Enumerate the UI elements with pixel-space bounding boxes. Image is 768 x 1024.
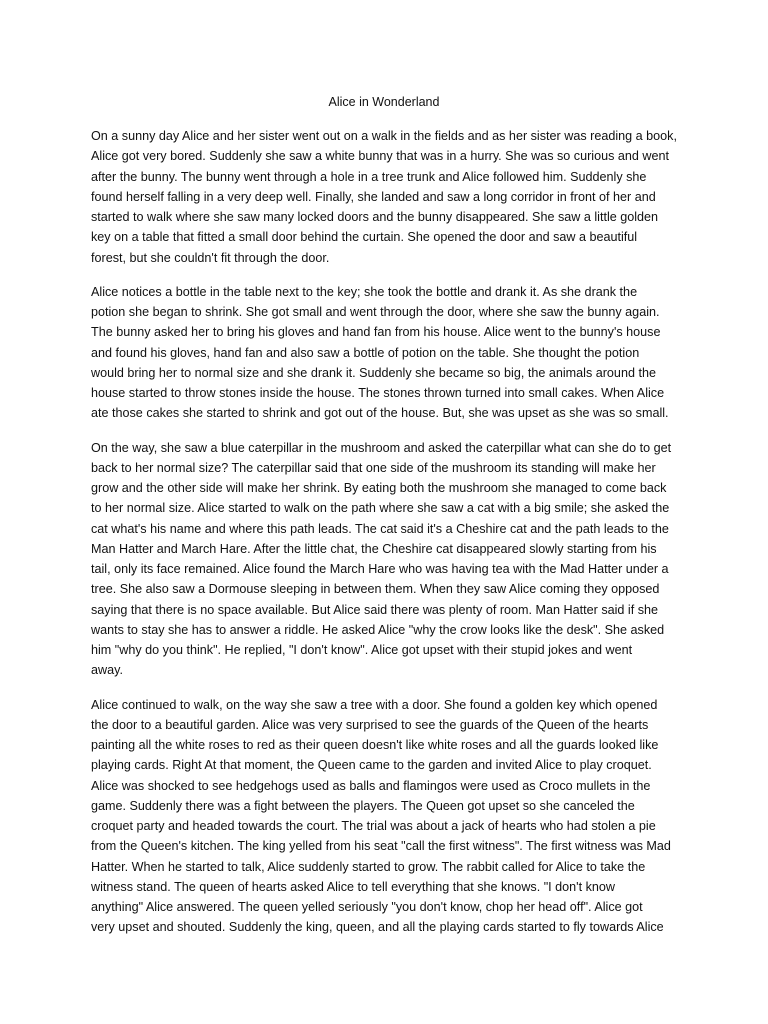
text-line: potion she began to shrink. She got small and went through the door, where she saw the bunny again.: [91, 305, 660, 319]
text-line: started to walk where she saw many locked doors and the bunny disappeared. She saw a little golden: [91, 210, 659, 224]
text-line: saying that there is no space available. But Alice said there was plenty of room. Man Hatter said if she: [91, 602, 659, 617]
text-line: away.: [91, 663, 123, 678]
text-line: game. Suddenly there was a fight between the players. The Queen got upset so she canceled the: [91, 798, 635, 813]
paragraph-3: [91, 438, 681, 681]
text-line: Alice notices a bottle in the table next to the key; she took the bottle and drank it. As she drank the: [91, 284, 638, 299]
text-line: On the way, she saw a blue caterpillar in the mushroom and asked the caterpillar what can she do to get: [91, 440, 672, 455]
text-line: forest, but she couldn't fit through the door.: [91, 250, 330, 265]
text-line: Alice was shocked to see hedgehogs used as balls and flamingos were used as Croco mullets in the: [91, 778, 651, 793]
text-line: Alice continued to walk, on the way she saw a tree with a door. She found a golden key which opened: [91, 697, 658, 712]
text-line: and found his gloves, hand fan and also saw a bottle of potion on the table. She thought the potion: [91, 345, 640, 360]
text-line: playing cards. Right At that moment, the Queen came to the garden and invited Alice to play croquet.: [91, 758, 652, 773]
document-title: Alice in Wonderland: [328, 95, 440, 109]
text-line: Alice got very bored. Suddenly she saw a white bunny that was in a hurry. She was so curious and went: [91, 149, 669, 164]
text-line: to her normal size. Alice started to walk on the path where she saw a cat with a big smile; she asked the: [91, 501, 670, 516]
text-line: key on a table that fitted a small door behind the curtain. She opened the door and saw a beautiful: [91, 230, 638, 245]
text-line: after the bunny. The bunny went through a hole in a tree trunk and Alice followed him. Suddenly she: [91, 169, 647, 184]
text-line: Man Hatter and March Hare. After the little chat, the Cheshire cat disappeared slowly starting from his: [91, 541, 657, 556]
text-line: back to her normal size? The caterpillar said that one side of the mushroom its standing will make her: [91, 460, 656, 475]
text-line: cat what's his name and where this path leads. The cat said it's a Cheshire cat and the path leads to the: [91, 521, 669, 536]
text-line: tree. She also saw a Dormouse sleeping in between them. When they saw Alice coming they opposed: [91, 582, 660, 597]
text-line: would bring her to normal size and she drank it. Suddenly she became so big, the animals around the: [91, 365, 656, 380]
paragraph-4: [91, 695, 681, 938]
text-line: On a sunny day Alice and her sister went out on a walk in the fields and as her sister was reading a book,: [91, 129, 677, 143]
text-line: croquet party and headed towards the court. The trial was about a jack of hearts who had stolen a pie: [91, 819, 656, 833]
text-line: witness stand. The queen of hearts asked Alice to tell everything that she knows. "I don't know: [91, 879, 615, 894]
text-line: house started to throw stones inside the house. The stones thrown turned into small cakes. When Alice: [91, 386, 665, 400]
text-line: tail, only its face remained. Alice found the March Hare who was having tea with the Mad Hatter under a: [91, 562, 669, 576]
text-line: anything" Alice answered. The queen yelled seriously "you don't know, chop her head off". Alice got: [91, 900, 643, 914]
paragraph-1: [91, 126, 681, 268]
document-body: [91, 126, 681, 952]
text-line: The bunny asked her to bring his gloves and hand fan from his house. Alice went to the bunny's house: [91, 325, 661, 340]
text-line: grow and the other side will make her shrink. By eating both the mushroom she managed to come back: [91, 481, 667, 495]
text-line: wants to stay she has to answer a riddle. He asked Alice "why the crow looks like the desk". She asked: [91, 622, 665, 637]
text-line: from the Queen's kitchen. The king yelled from his seat "call the first witness". The first witness was Mad: [91, 839, 671, 854]
text-line: the door to a beautiful garden. Alice was very surprised to see the guards of the Queen of the hearts: [91, 717, 649, 732]
text-line: very upset and shouted. Suddenly the king, queen, and all the playing cards started to fly towards Alice: [91, 920, 664, 935]
text-line: Hatter. When he started to talk, Alice suddenly started to grow. The rabbit called for Alice to take the: [91, 859, 646, 874]
text-line: found herself falling in a very deep well. Finally, she landed and saw a long corridor in front of her and: [91, 189, 656, 204]
text-line: him "why do you think". He replied, "I don't know". Alice got upset with their stupid jokes and went: [91, 643, 633, 657]
text-line: painting all the white roses to red as their queen doesn't like white roses and all the guards looked like: [91, 738, 659, 752]
paragraph-2: [91, 282, 681, 424]
text-line: ate those cakes she started to shrink and got out of the house. But, she was upset as she was so small.: [91, 406, 669, 421]
